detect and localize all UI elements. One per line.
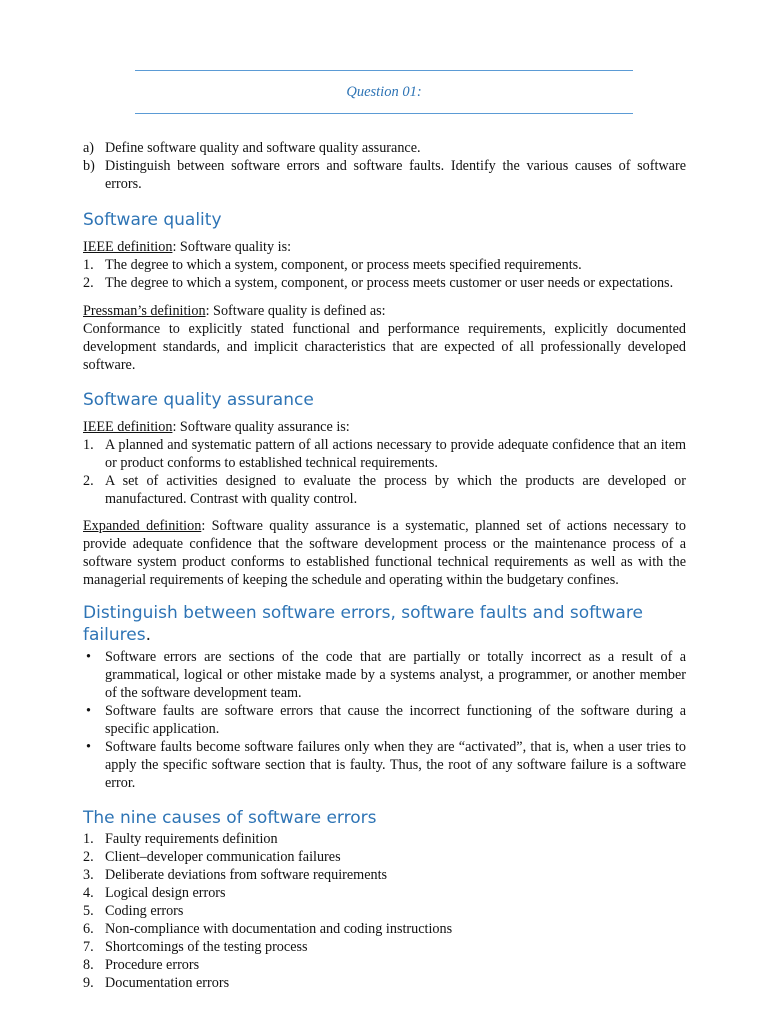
list-marker: a) bbox=[83, 140, 95, 156]
list-text: Faulty requirements definition bbox=[105, 831, 278, 847]
list-item bbox=[83, 256, 686, 274]
list-item bbox=[83, 866, 686, 884]
list-item bbox=[83, 702, 686, 738]
list-marker: 4. bbox=[83, 885, 94, 901]
list-text: The degree to which a system, component, or process meets specified requirements. bbox=[105, 257, 582, 273]
section-heading-sqa: Software quality assurance bbox=[83, 390, 314, 410]
list-marker: 7. bbox=[83, 939, 94, 955]
expanded-definition-text: : Software quality assurance is a systematic, planned set of actions necessary to provide adequate confidence that the software development process or the maintenance process of a software system product conforms to established functional technical requirements as well as with the managerial requirements of keeping the schedule and operating within the budgetary confines. bbox=[83, 518, 686, 588]
distinguish-bullet-list bbox=[83, 648, 686, 792]
list-text: Software errors are sections of the code that are partially or totally incorrect as a result of a grammatical, logical or other mistake made by a systems analyst, a programmer, or another member of the software development team. bbox=[105, 649, 686, 701]
list-marker: 1. bbox=[83, 831, 94, 847]
list-text: Client–developer communication failures bbox=[105, 849, 341, 865]
list-marker: 2. bbox=[83, 473, 94, 489]
pressman-definition-body: Conformance to explicitly stated functional and performance requirements, explicitly documented development standards, and implicit characteristics that are expected of all professionally developed software. bbox=[83, 321, 686, 373]
pressman-definition-label: Pressman’s definition bbox=[83, 303, 206, 319]
section-heading-software-quality: Software quality bbox=[83, 210, 222, 230]
list-marker: 1. bbox=[83, 257, 94, 273]
list-item bbox=[83, 956, 686, 974]
list-text: Procedure errors bbox=[105, 957, 200, 973]
top-divider bbox=[135, 70, 633, 71]
list-marker: 5. bbox=[83, 903, 94, 919]
heading-period: . bbox=[145, 625, 151, 645]
list-item bbox=[83, 157, 686, 193]
bullet-icon: • bbox=[86, 649, 91, 665]
list-text: Deliberate deviations from software requirements bbox=[105, 867, 388, 883]
sqa-definition-list bbox=[83, 436, 686, 508]
list-marker: 3. bbox=[83, 867, 94, 883]
list-marker: 1. bbox=[83, 437, 94, 453]
list-text: A set of activities designed to evaluate the process by which the products are developed or manufactured. Contrast with quality control. bbox=[105, 473, 686, 507]
ieee-definition-intro bbox=[83, 238, 686, 256]
bullet-icon: • bbox=[86, 739, 91, 755]
list-item bbox=[83, 884, 686, 902]
document-body bbox=[83, 139, 686, 992]
sq-definition-list bbox=[83, 256, 686, 292]
ieee-definition-label: IEEE definition bbox=[83, 239, 173, 255]
list-marker: 2. bbox=[83, 849, 94, 865]
expanded-definition bbox=[83, 517, 686, 589]
list-marker: 6. bbox=[83, 921, 94, 937]
list-text: Define software quality and software quality assurance. bbox=[105, 140, 421, 156]
question-title: Question 01: bbox=[346, 84, 422, 100]
expanded-definition-label: Expanded definition bbox=[83, 518, 202, 534]
ieee-definition-label: IEEE definition bbox=[83, 419, 173, 435]
list-marker: 9. bbox=[83, 975, 94, 991]
pressman-definition-intro bbox=[83, 302, 686, 320]
list-text: Coding errors bbox=[105, 903, 184, 919]
list-item bbox=[83, 920, 686, 938]
list-item bbox=[83, 938, 686, 956]
section-heading-distinguish bbox=[83, 602, 686, 646]
ieee-definition-text: : Software quality is: bbox=[172, 239, 292, 255]
list-marker: b) bbox=[83, 158, 95, 174]
sqa-ieee-definition-intro bbox=[83, 418, 686, 436]
bottom-divider bbox=[135, 113, 633, 114]
list-text: A planned and systematic pattern of all actions necessary to provide adequate confidence that an item or product conforms to established technical requirements. bbox=[105, 437, 686, 471]
list-item bbox=[83, 974, 686, 992]
causes-list bbox=[83, 830, 686, 992]
pressman-definition-text: : Software quality is defined as: bbox=[205, 303, 386, 319]
list-text: Software faults become software failures only when they are “activated”, that is, when a user tries to apply the specific software section that is faulty. Thus, the root of any software failure is a software error. bbox=[105, 739, 686, 791]
heading-text: Distinguish between software errors, software faults and software failures bbox=[83, 603, 643, 645]
list-item bbox=[83, 436, 686, 472]
list-item bbox=[83, 738, 686, 792]
list-item bbox=[83, 848, 686, 866]
list-text: The degree to which a system, component, or process meets customer or user needs or expectations. bbox=[105, 275, 674, 291]
list-item bbox=[83, 139, 686, 157]
list-text: Software faults are software errors that cause the incorrect functioning of the software during a specific application. bbox=[105, 703, 686, 737]
list-item bbox=[83, 274, 686, 292]
list-text: Distinguish between software errors and software faults. Identify the various causes of software errors. bbox=[105, 158, 686, 192]
list-item bbox=[83, 902, 686, 920]
list-marker: 8. bbox=[83, 957, 94, 973]
list-item bbox=[83, 648, 686, 702]
list-text: Shortcomings of the testing process bbox=[105, 939, 308, 955]
list-text: Non-compliance with documentation and coding instructions bbox=[105, 921, 453, 937]
list-text: Documentation errors bbox=[105, 975, 230, 991]
section-heading-causes: The nine causes of software errors bbox=[83, 808, 377, 828]
list-text: Logical design errors bbox=[105, 885, 226, 901]
question-list bbox=[83, 139, 686, 193]
list-item bbox=[83, 472, 686, 508]
bullet-icon: • bbox=[86, 703, 91, 719]
list-marker: 2. bbox=[83, 275, 94, 291]
ieee-definition-text: : Software quality assurance is: bbox=[172, 419, 350, 435]
list-item bbox=[83, 830, 686, 848]
